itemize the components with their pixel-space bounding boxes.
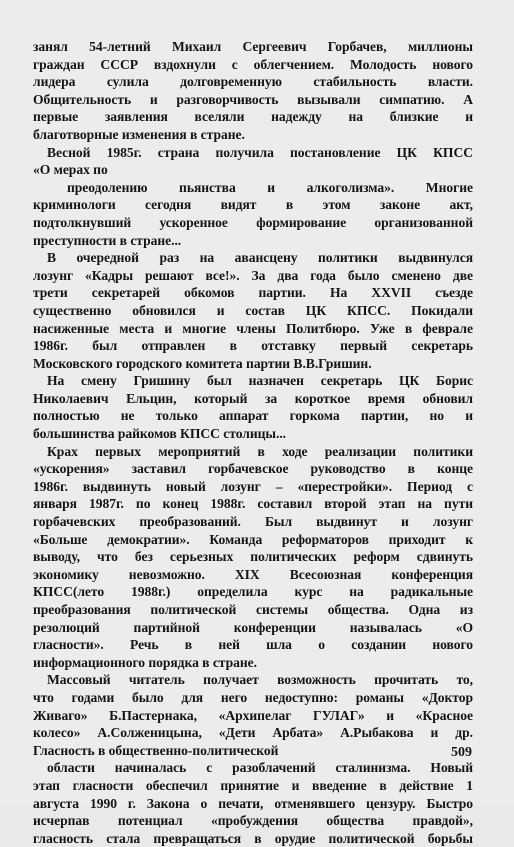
text-line: января 1987г. по конец 1988г. составил второй этап на пути xyxy=(33,496,473,512)
text-line: граждан СССР вздохнули с облегчением. Молодость нового xyxy=(33,56,473,72)
text-line: 1986г. был отправлен в отставку первый секретарь xyxy=(33,338,473,354)
text-line: На смену Гришину был назначен секретарь ЦК Борис xyxy=(47,373,473,389)
text-line: преобразования политической системы общества. Одна из xyxy=(33,602,473,617)
text-line: лозунг «Кадры решают все!». За два года было сменено две xyxy=(33,267,473,283)
text-line: информационного порядка в стране. xyxy=(33,654,257,670)
text-line: благотворные изменения в стране. xyxy=(33,126,245,142)
text-line: гласности». Речь в ней шла о создании нового xyxy=(33,637,473,653)
text-line: «Больше демократии». Команда реформаторов приходит к xyxy=(33,531,473,547)
text-line: Массовый читатель получает возможность прочитать то, xyxy=(47,672,473,688)
text-line: выводу, что без серьезных политических реформ сдвинуть xyxy=(33,549,473,565)
text-line: КПСС(лето 1988г.) определила курс на радикальные xyxy=(33,584,473,600)
text-line: существенно обновился и состав ЦК КПСС. Покидали xyxy=(33,302,473,318)
text-line: Крах первых мероприятий в ходе реализации политики xyxy=(47,443,473,459)
text-line: что годами было для него недоступно: романы «Доктор xyxy=(33,689,473,705)
text-line: занял 54-летний Михаил Сергеевич Горбачев, миллионы xyxy=(33,39,473,54)
text-line: этап гласности обеспечил принятие и введение в действие 1 xyxy=(33,777,473,793)
text-line: первые заявления вселяли надежду на близкие и xyxy=(33,109,473,125)
text-line: августа 1990 г. Закона о печати, отменявшего цензуру. Быстро xyxy=(33,795,473,811)
text-line: криминологи сегодня видят в этом законе акт, xyxy=(33,197,473,213)
text-line: большинства райкомов КПСС столицы... xyxy=(33,426,287,442)
text-line: Московского городского комитета партии В.В.Гришин. xyxy=(33,355,372,371)
text-line: «ускорения» заставил горбачевское руководство в конце xyxy=(33,461,473,477)
text-line: 1986г. выдвинуть новый лозунг – «перестройки». Период с xyxy=(33,478,473,494)
text-line: Общительность и разговорчивость вызывали симпатию. А xyxy=(33,91,473,107)
text-line: горбачевских преобразований. Был выдвинут и лозунг xyxy=(33,514,473,530)
text-line: «О мерах по xyxy=(33,162,108,178)
text-line: полностью не только аппарат горкома партии, но и xyxy=(33,408,473,424)
text-line: насиженные места и многие члены Политбюро. Уже в феврале xyxy=(33,320,473,336)
text-line: исчерпав потенциал «пробуждения общества правдой», xyxy=(33,813,473,829)
text-line: подтолкнувший ускоренное формирование организованной xyxy=(33,214,473,230)
text-line: трети секретарей обкомов партии. На XXVII съезде xyxy=(33,285,473,301)
text-line: Гласность в общественно-политической xyxy=(33,742,279,758)
text-line: Живаго» Б.Пастернака, «Архипелаг ГУЛАГ» и «Красное xyxy=(33,707,473,723)
text-line: преступности в стране... xyxy=(33,232,182,248)
text-line: лидера сулила долговременную стабильность власти. xyxy=(33,74,473,90)
text-line: гласность стала превращаться в орудие политической борьбы xyxy=(33,830,473,846)
text-line: колесо» А.Солженицына, «Дети Арбата» А.Рыбакова и др. xyxy=(33,725,473,741)
text-line: преодолению пьянства и алкоголизма». Многие xyxy=(67,179,473,195)
text-line: экономику невозможно. XIX Всесоюзная конференция xyxy=(33,566,473,582)
body-text xyxy=(33,38,473,847)
text-line: Николаевич Ельцин, который за короткое время обновил xyxy=(33,390,473,406)
text-line: области начиналась с разоблачений сталинизма. Новый xyxy=(47,760,473,776)
page-number: 509 xyxy=(451,745,472,760)
text-line: резолюций партийной конференции называлась «О xyxy=(33,619,473,635)
text-line: В очередной раз на авансцену политики выдвинулся xyxy=(47,250,473,266)
text-line: Весной 1985г. страна получила постановление ЦК КПСС xyxy=(47,144,473,160)
